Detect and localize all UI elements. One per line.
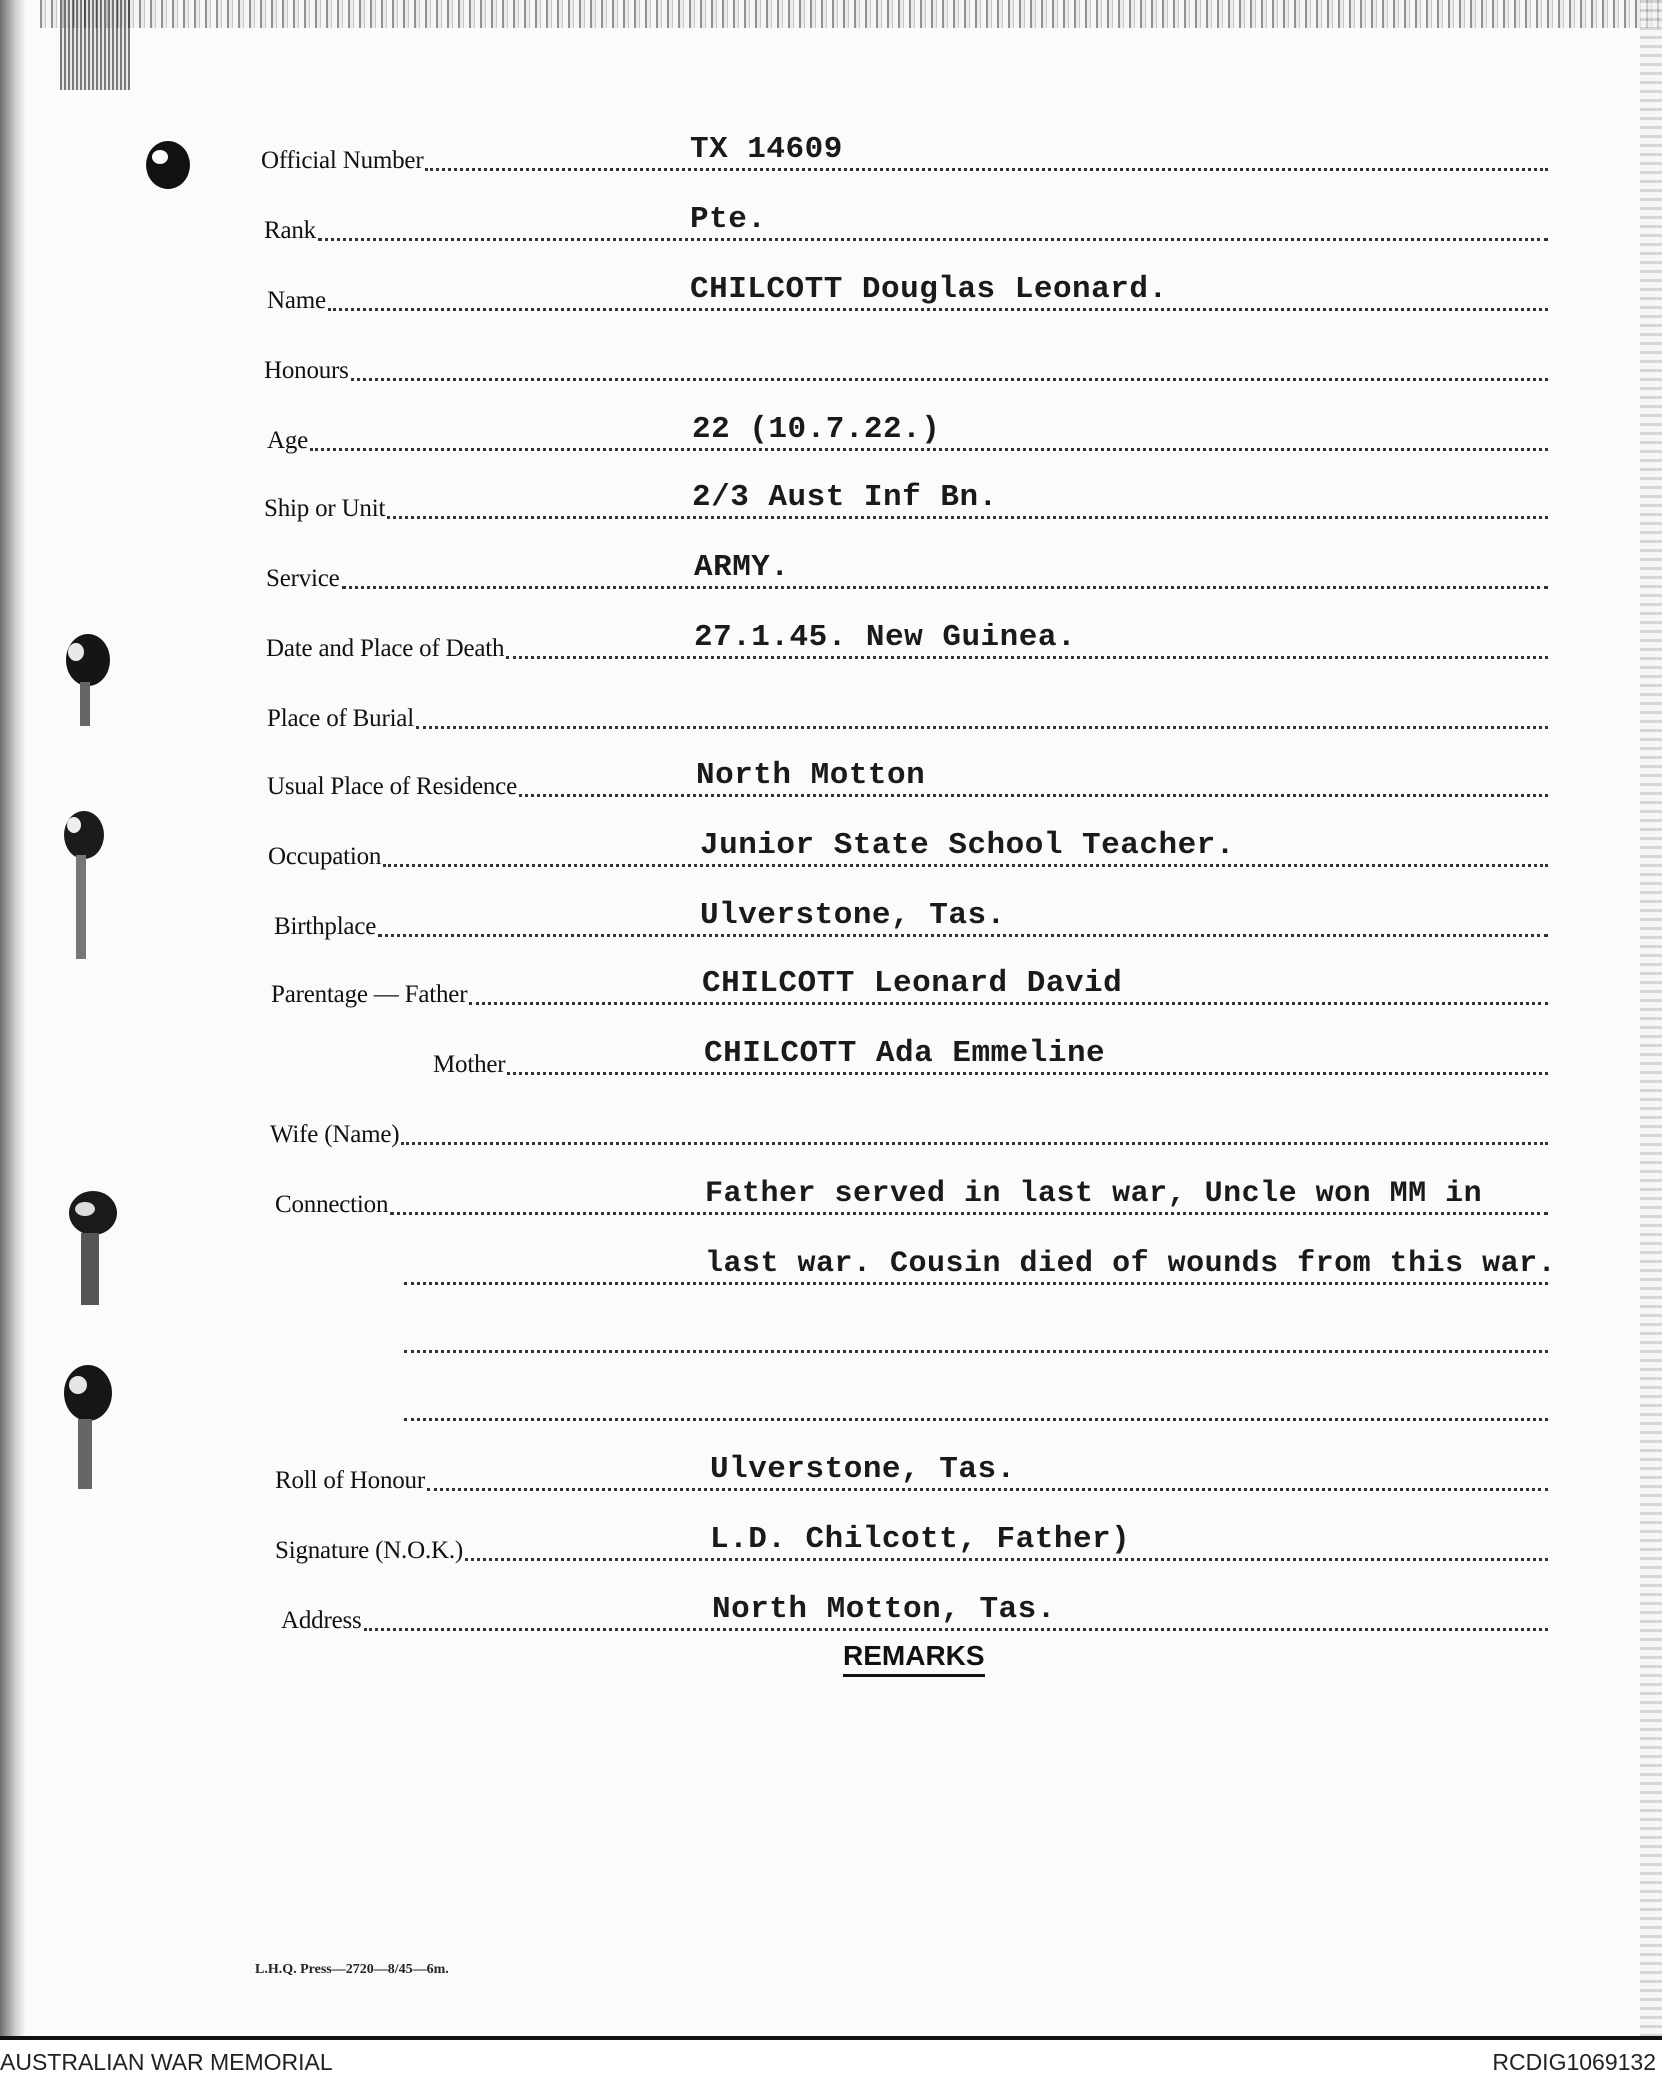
archive-reference-id: RCDIG1069132 (1492, 2049, 1656, 2075)
field-value: L.D. Chilcott, Father) (710, 1522, 1131, 1557)
dotted-leader (364, 1628, 1548, 1631)
field-label: Address (281, 1607, 362, 1634)
field-label: Birthplace (274, 913, 377, 940)
field-parentage-father (0, 966, 1662, 1011)
field-official-number (0, 132, 1662, 177)
field-label: Usual Place of Residence (267, 773, 517, 800)
field-value: Junior State School Teacher. (700, 828, 1235, 863)
field-date-place-of-death (0, 620, 1662, 665)
field-label: Rank (264, 217, 316, 244)
dotted-leader (310, 448, 1548, 451)
field-label: Wife (Name) (270, 1121, 400, 1148)
dotted-leader (469, 1002, 1548, 1005)
dotted-leader (425, 168, 1548, 171)
dotted-leader (465, 1558, 1548, 1561)
field-value: North Motton (696, 758, 926, 793)
field-connection-blank (0, 1319, 1662, 1359)
field-address (0, 1592, 1662, 1637)
field-value: 2/3 Aust Inf Bn. (692, 480, 998, 515)
field-label: Place of Burial (267, 705, 414, 732)
field-age (0, 412, 1662, 457)
field-value: Pte. (690, 202, 767, 237)
dotted-leader (519, 794, 1548, 797)
field-label: Signature (N.O.K.) (275, 1537, 464, 1564)
field-connection-continued (0, 1247, 1662, 1291)
field-parentage-mother (0, 1036, 1662, 1081)
field-ship-or-unit (0, 480, 1662, 525)
field-signature-nok (0, 1522, 1662, 1567)
dotted-leader (404, 1282, 1548, 1285)
field-label: Official Number (261, 147, 424, 174)
scan-edge-artifact (60, 0, 130, 90)
field-label: Ship or Unit (264, 495, 386, 522)
dotted-leader (318, 238, 1548, 241)
dotted-leader (416, 726, 1548, 729)
field-value: Ulverstone, Tas. (710, 1452, 1016, 1487)
field-value: North Motton, Tas. (712, 1592, 1056, 1627)
field-birthplace (0, 898, 1662, 943)
dotted-leader (427, 1488, 1548, 1491)
dotted-leader (506, 656, 1548, 659)
dotted-leader (404, 1418, 1548, 1421)
remarks-heading: REMARKS (843, 1640, 985, 1677)
field-label: Mother (433, 1051, 506, 1078)
dotted-leader (401, 1142, 1548, 1145)
field-connection-blank (0, 1387, 1662, 1427)
field-value: CHILCOTT Douglas Leonard. (690, 272, 1168, 307)
field-label: Name (267, 287, 326, 314)
field-name (0, 272, 1662, 317)
field-place-of-burial (0, 695, 1662, 735)
field-value: ARMY. (694, 550, 790, 585)
field-label: Service (266, 565, 340, 592)
field-value: Father served in last war, Uncle won MM in (705, 1177, 1483, 1211)
scan-edge-artifact (40, 0, 1662, 28)
field-value: last war. Cousin died of wounds from this war. (705, 1247, 1557, 1281)
field-value: Ulverstone, Tas. (700, 898, 1006, 933)
field-label: Honours (264, 357, 349, 384)
field-service (0, 550, 1662, 595)
dotted-leader (390, 1212, 1548, 1215)
dotted-leader (507, 1072, 1548, 1075)
field-rank (0, 202, 1662, 247)
field-value: 22 (10.7.22.) (692, 412, 941, 447)
archive-credit: AUSTRALIAN WAR MEMORIAL (0, 2049, 333, 2075)
field-value: TX 14609 (690, 132, 843, 167)
dotted-leader (383, 864, 1548, 867)
dotted-leader (387, 516, 1548, 519)
field-roll-of-honour (0, 1452, 1662, 1497)
field-usual-residence (0, 758, 1662, 803)
bottom-rule (0, 2036, 1662, 2040)
field-label: Roll of Honour (275, 1467, 425, 1494)
dotted-leader (328, 308, 1548, 311)
field-label: Parentage — Father (271, 981, 468, 1008)
field-connection (0, 1177, 1662, 1221)
field-occupation (0, 828, 1662, 873)
dotted-leader (378, 934, 1548, 937)
field-label: Connection (275, 1191, 389, 1218)
dotted-leader (351, 378, 1548, 381)
field-value: CHILCOTT Leonard David (702, 966, 1123, 1001)
field-wife-name (0, 1111, 1662, 1151)
field-label: Date and Place of Death (266, 635, 505, 662)
field-value: CHILCOTT Ada Emmeline (704, 1036, 1106, 1071)
dotted-leader (404, 1350, 1548, 1353)
field-honours (0, 347, 1662, 387)
field-value: 27.1.45. New Guinea. (694, 620, 1077, 655)
dotted-leader (342, 586, 1548, 589)
field-label: Occupation (268, 843, 382, 870)
field-label: Age (267, 427, 309, 454)
printer-imprint: L.H.Q. Press—2720—8/45—6m. (255, 1962, 449, 1977)
